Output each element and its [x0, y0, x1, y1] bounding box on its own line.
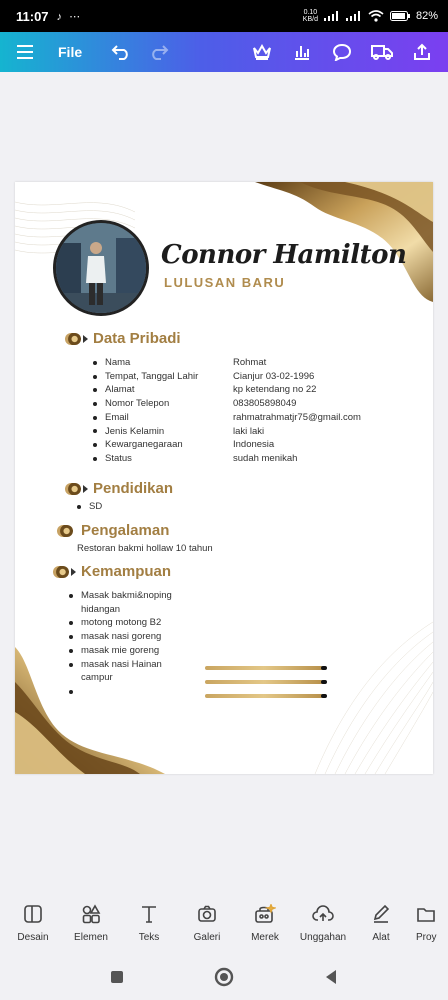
share-upload-icon	[413, 43, 431, 61]
skill-level-bars[interactable]	[205, 666, 323, 708]
signal-icon-2	[346, 11, 362, 21]
list-item: masak nasi Hainan campur	[69, 658, 189, 685]
resume-name[interactable]: Connor Hamilton	[161, 240, 407, 270]
undo-button[interactable]	[110, 32, 132, 72]
tool-uploads[interactable]: Unggahan	[294, 894, 352, 954]
elements-shapes-icon	[81, 904, 101, 924]
battery-level: 82%	[415, 10, 438, 22]
resume-page[interactable]	[15, 182, 433, 774]
list-item: masak nasi goreng	[69, 630, 189, 644]
list-item: motong motong B2	[69, 616, 189, 630]
info-row: Nama Rohmat	[93, 356, 393, 370]
redo-icon	[149, 44, 169, 60]
brand-kit-icon	[254, 904, 276, 924]
recents-button-icon[interactable]	[110, 970, 124, 984]
status-right	[303, 9, 438, 23]
skill-bar	[205, 680, 323, 684]
arrow-icon	[83, 335, 88, 343]
truck-icon	[371, 44, 393, 60]
person-photo-icon	[56, 223, 146, 313]
section-bullet-icon	[65, 483, 81, 495]
info-row: Tempat, Tanggal Lahir Cianjur 03-02-1996	[93, 370, 393, 384]
info-row: Status sudah menikah	[93, 452, 393, 466]
home-button-icon[interactable]	[214, 967, 234, 987]
info-row: Alamat kp ketendang no 22	[93, 383, 393, 397]
tool-gallery[interactable]: Galeri	[178, 894, 236, 954]
crown-icon	[252, 44, 272, 60]
skill-bar	[205, 666, 323, 670]
file-menu-button[interactable]: File	[58, 44, 83, 60]
redo-button[interactable]	[148, 32, 170, 72]
info-row: Email rahmatrahmatjr75@gmail.com	[93, 411, 393, 425]
folder-icon	[416, 904, 436, 924]
design-canvas[interactable]	[0, 72, 448, 894]
status-bar	[0, 0, 448, 32]
bar-chart-icon	[293, 44, 311, 60]
experience-text[interactable]: Restoran bakmi hollaw 10 tahun	[77, 543, 213, 554]
print-delivery-button[interactable]	[362, 32, 402, 72]
editor-toolbar	[0, 32, 448, 72]
info-row: Nomor Telepon 083805898049	[93, 397, 393, 411]
premium-button[interactable]	[242, 32, 282, 72]
battery-icon	[390, 11, 410, 21]
tool-draw[interactable]: Alat	[352, 894, 410, 954]
cloud-upload-icon	[312, 904, 334, 924]
share-button[interactable]	[402, 32, 442, 72]
comments-button[interactable]	[322, 32, 362, 72]
section-bullet-icon	[53, 566, 69, 578]
pen-tool-icon	[371, 904, 391, 924]
arrow-icon	[71, 568, 76, 576]
clock: 11:07	[16, 8, 49, 24]
section-heading-experience[interactable]: Pengalaman	[57, 522, 169, 539]
back-button-icon[interactable]	[324, 969, 338, 985]
wifi-icon	[368, 10, 384, 22]
personal-info-list[interactable]	[93, 356, 393, 466]
tool-elements[interactable]: Elemen	[62, 894, 120, 954]
tool-projects[interactable]: Proy	[410, 894, 444, 954]
tool-text[interactable]: Teks	[120, 894, 178, 954]
undo-icon	[111, 44, 131, 60]
notification-icons: ♪ ⋯	[56, 10, 83, 23]
education-list[interactable]	[77, 500, 102, 514]
info-row: Kewarganegaraan Indonesia	[93, 438, 393, 452]
section-bullet-icon	[57, 525, 73, 537]
arrow-icon	[83, 485, 88, 493]
bottom-tool-bar	[0, 894, 448, 954]
list-item: Masak bakmi&noping hidangan	[69, 589, 189, 616]
tool-design[interactable]: Desain	[4, 894, 62, 954]
hamburger-icon	[16, 45, 34, 59]
list-item: SD	[77, 500, 102, 514]
text-t-icon	[139, 904, 159, 924]
insights-button[interactable]	[282, 32, 322, 72]
resume-role[interactable]: LULUSAN BARU	[164, 275, 286, 290]
menu-button[interactable]	[14, 32, 36, 72]
section-heading-skills[interactable]: Kemampuan	[53, 563, 171, 580]
comment-icon	[332, 43, 352, 61]
profile-photo[interactable]	[53, 220, 149, 316]
section-bullet-icon	[65, 333, 81, 345]
camera-icon	[197, 904, 217, 924]
skill-bar	[205, 694, 323, 698]
section-heading-personal[interactable]: Data Pribadi	[65, 330, 181, 347]
tool-brand[interactable]: Merek	[236, 894, 294, 954]
list-item: masak mie goreng	[69, 644, 189, 658]
signal-icon	[324, 11, 340, 21]
skills-list[interactable]	[69, 589, 189, 698]
section-heading-education[interactable]: Pendidikan	[65, 480, 173, 497]
net-speed: 0.10 KB/d	[302, 9, 318, 23]
design-panel-icon	[23, 904, 43, 924]
system-nav-bar	[0, 954, 448, 1000]
list-item	[69, 685, 189, 698]
info-row: Jenis Kelamin laki laki	[93, 425, 393, 439]
